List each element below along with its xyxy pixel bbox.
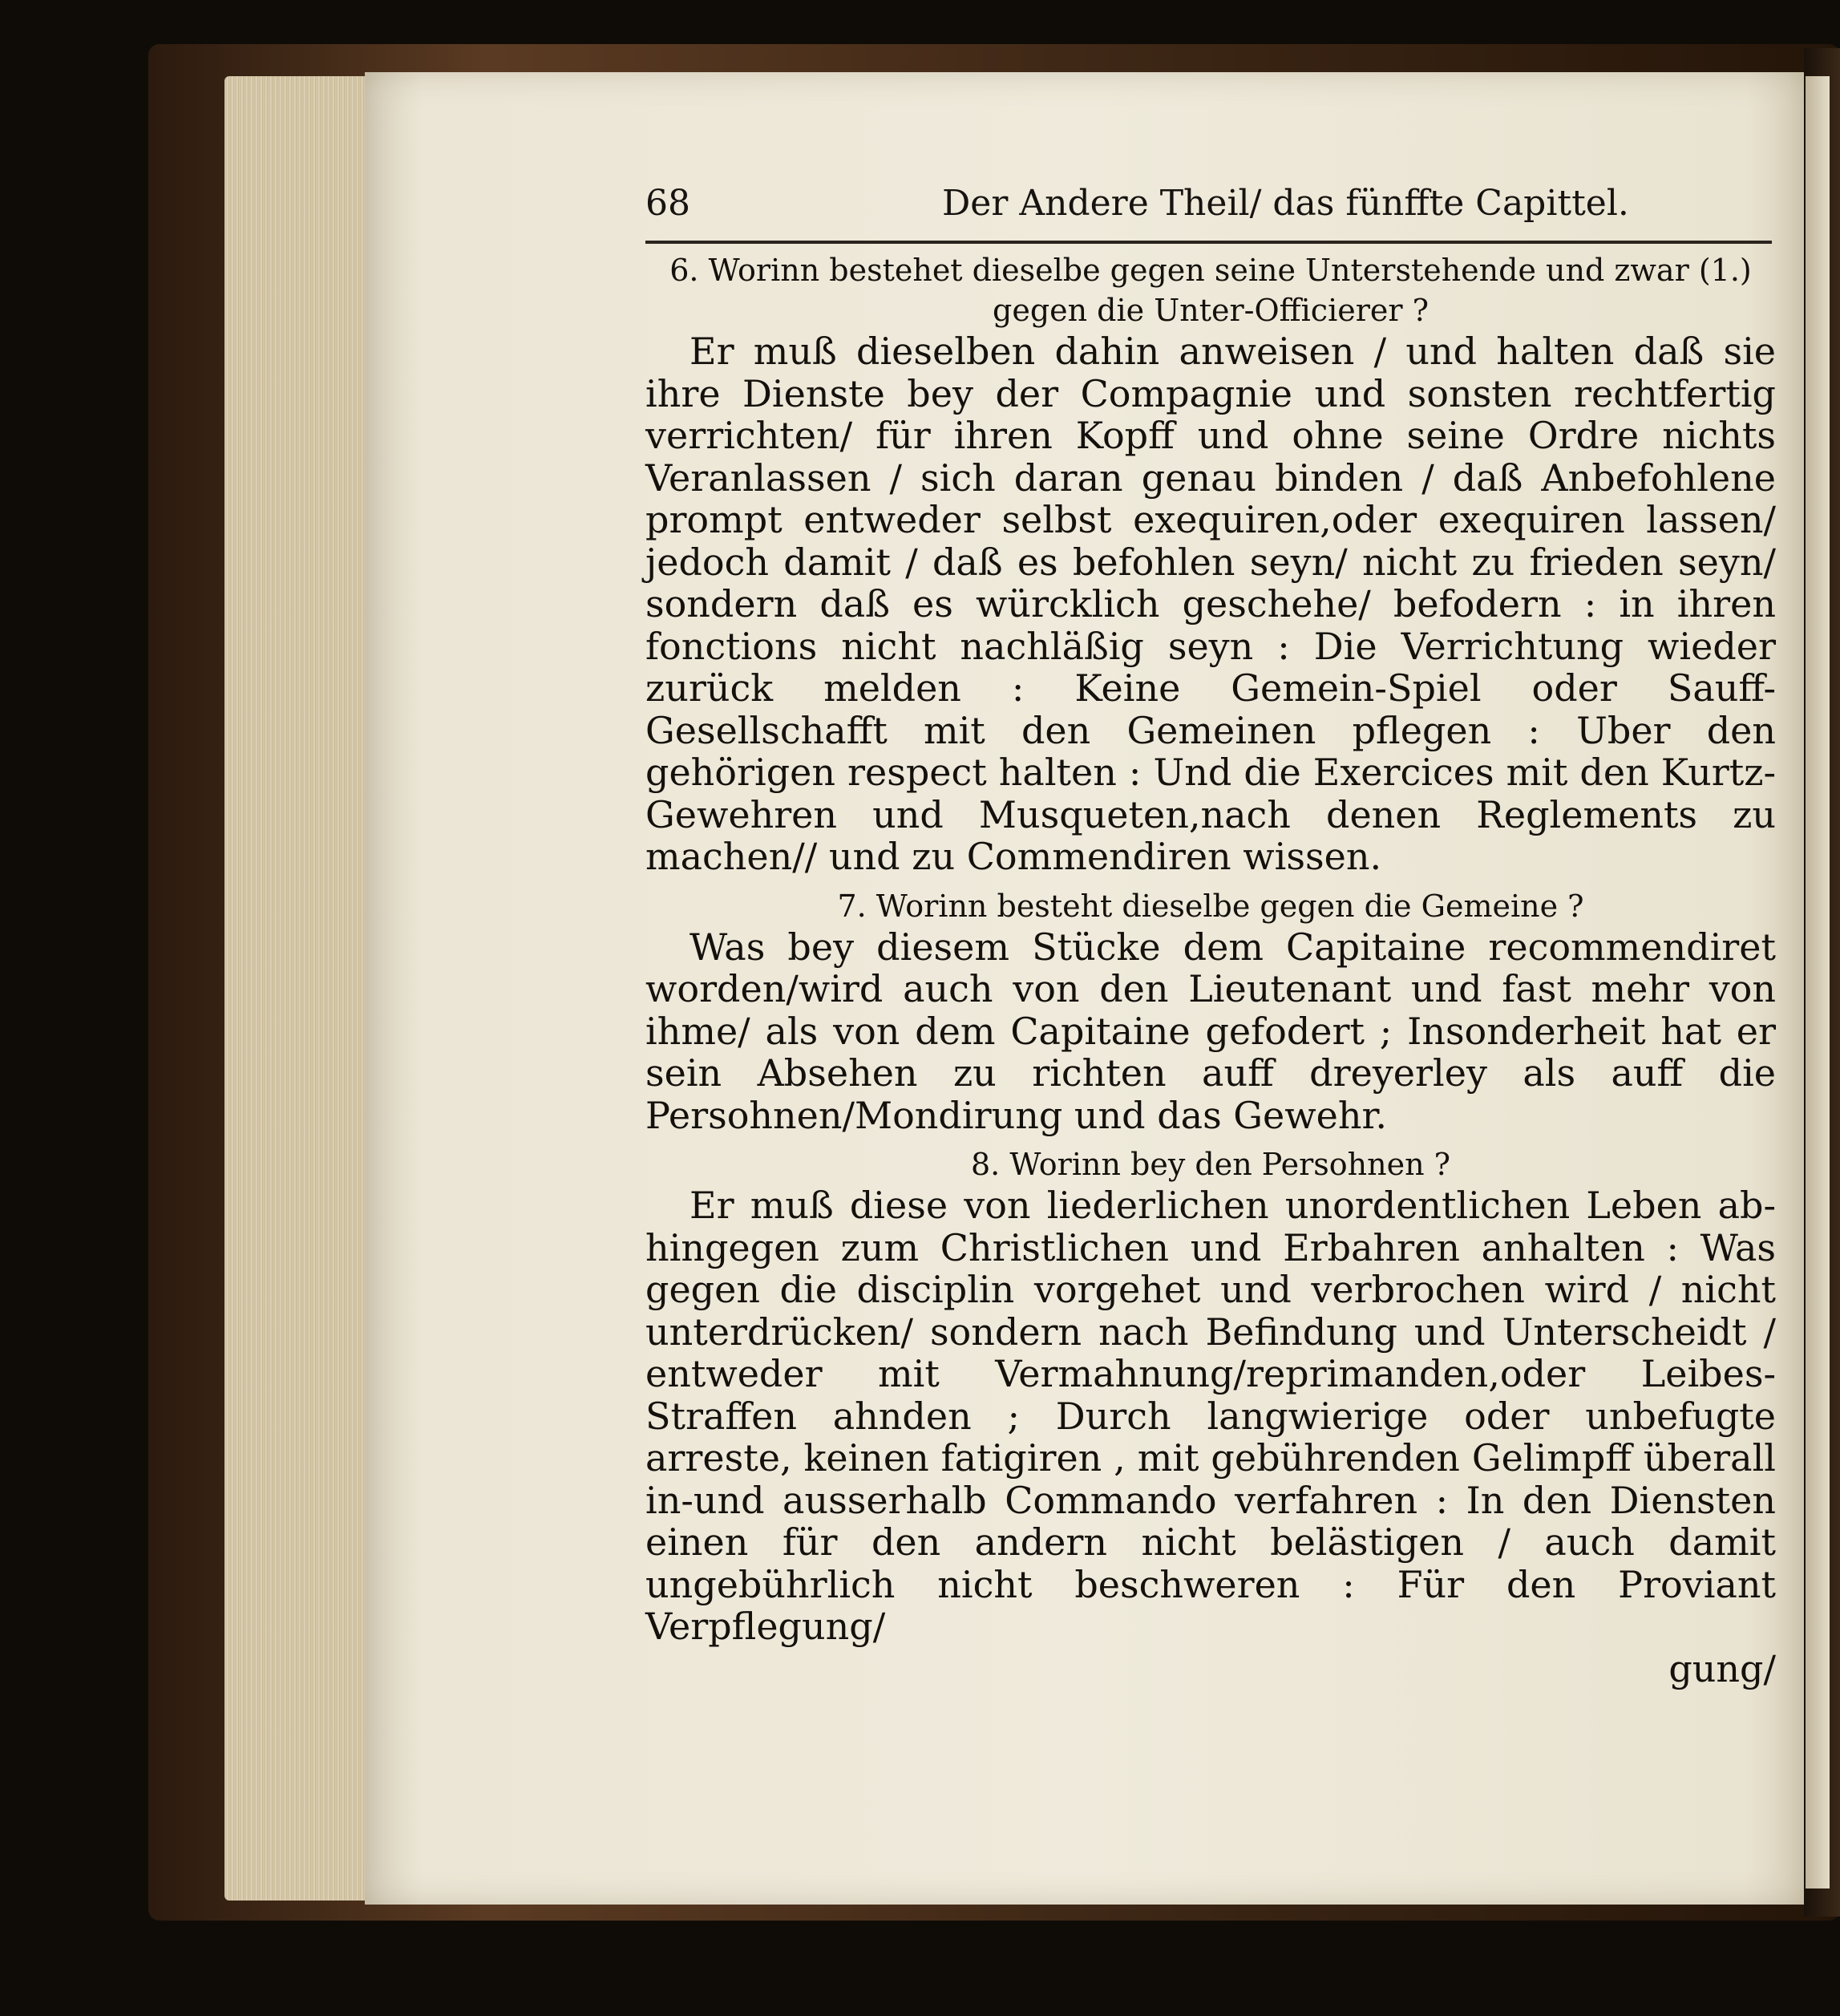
text-block <box>645 250 1776 1690</box>
catchword: gung/ <box>1668 1646 1776 1690</box>
answer-8: Er muß diese von liederlichen unordentlichen Leben ab-hingegen zum Christlichen und Erbahren anhalten : Was gegen die disciplin vorgehet und verbrochen wird / nicht unterdrücken/ sondern nach Befindung und Unterscheidt / entweder mit Vermahnung/reprimanden,oder Leibes-Straffen ahnden ; Durch langwierige oder unbefugte arreste, keinen fatigiren , mit gebührenden Gelimpff überall in-und ausserhalb Commando verfahren : In den Diensten einen für den andern nicht belästigen / auch damit ungebührlich nicht beschweren : Für den Proviant Verpflegung/ <box>645 1184 1776 1648</box>
facing-page-edge <box>1806 76 1830 1888</box>
question-8: 8. Worinn bey den Persohnen ? <box>970 1147 1451 1182</box>
page-header <box>645 183 1768 231</box>
answer-6: Er muß dieselben dahin anweisen / und halten daß sie ihre Dienste bey der Compagnie und sonsten rechtfertig verrichten/ für ihren Kopff und ohne seine Ordre nichts Veranlassen / sich daran genau binden / daß Anbefohlene prompt entweder selbst exequiren,oder exequiren lassen/ jedoch damit / daß es befohlen seyn/ nicht zu frieden seyn/ sondern daß es würcklich geschehe/ befodern : in ihren fonctions nicht nachläßig seyn : Die Verrichtung wieder zurück melden : Keine Gemein-Spiel oder Sauff-Gesellschafft mit den Gemeinen pflegen : Uber den gehörigen respect halten : Und die Exercices mit den Kurtz-Gewehren und Musqueten,nach denen Reglements zu machen// und zu Commendiren wissen. <box>645 330 1776 878</box>
running-head: Der Andere Theil/ das fünffte Capittel. <box>942 183 1629 224</box>
answer-7: Was bey diesem Stücke dem Capitaine recommendiret worden/wird auch von den Lieutenant und fast mehr von ihme/ als von dem Capitaine gefodert ; Insonderheit hat er sein Absehen zu richten auff dreyerley als auff die Persohnen/Mondirung und das Gewehr. <box>645 925 1776 1137</box>
question-7: 7. Worinn besteht dieselbe gegen die Gemeine ? <box>837 888 1584 924</box>
header-rule <box>645 241 1772 244</box>
question-6: 6. Worinn bestehet dieselbe gegen seine Unterstehende und zwar (1.) gegen die Unter-Officierer ? <box>669 253 1752 328</box>
page-edges <box>224 76 373 1901</box>
page-number: 68 <box>645 183 690 224</box>
